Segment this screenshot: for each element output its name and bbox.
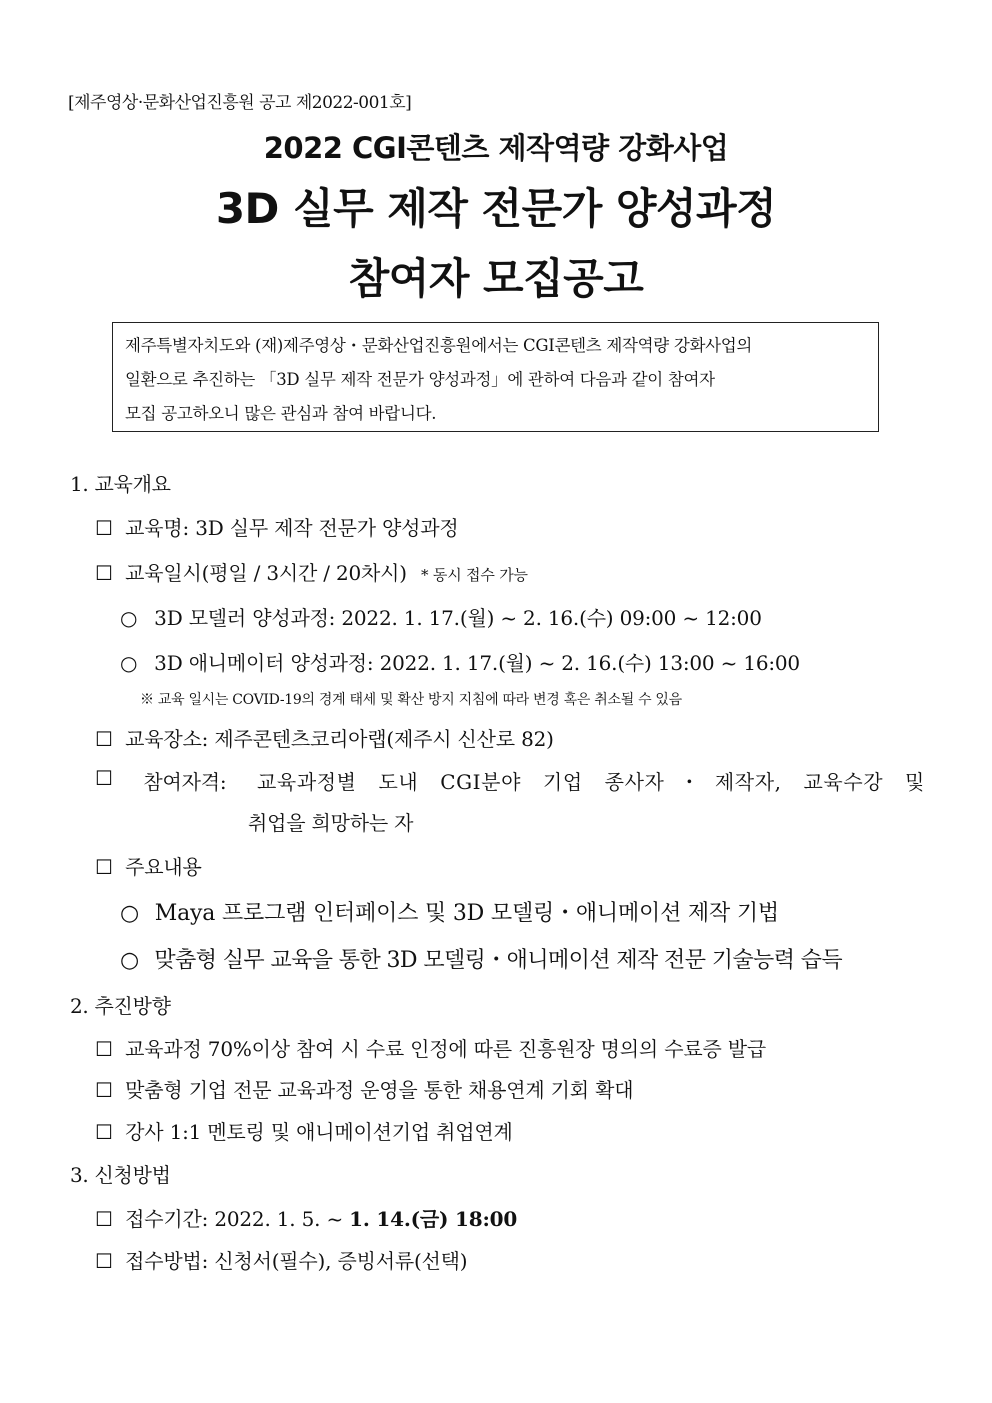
place: 교육장소: 제주콘텐츠코리아랩(제주시 신산로 82) [125, 727, 554, 751]
schedule-label: 교육일시(평일 / 3시간 / 20차시) [125, 561, 407, 585]
checkbox-bullet-icon: ☐ [95, 766, 113, 790]
schedule-note: * 동시 접수 가능 [421, 566, 528, 584]
application-deadline: 1. 14.(금) 18:00 [349, 1207, 518, 1231]
content-heading: 주요내용 [125, 855, 202, 879]
checkbox-bullet-icon: ☐ [95, 1037, 113, 1061]
eligibility-label: 참여자격: [143, 770, 227, 794]
checkbox-bullet-icon: ☐ [95, 561, 113, 585]
eligibility-line2: 취업을 희망하는 자 [248, 811, 414, 835]
intro-line: 모집 공고하오니 많은 관심과 참여 바랍니다. [125, 404, 437, 423]
title-recruitment: 참여자 모집공고 [348, 254, 644, 303]
checkbox-bullet-icon: ☐ [95, 516, 113, 540]
content-item-2: 맞춤형 실무 교육을 통한 3D 모델링・애니메이션 제작 전문 기술능력 습득 [154, 948, 843, 973]
list-item [95, 557, 528, 586]
direction-item-2: 맞춤형 기업 전문 교육과정 운영을 통한 채용연계 기회 확대 [125, 1078, 634, 1102]
direction-item-1: 교육과정 70%이상 참여 시 수료 인정에 따른 진흥원장 명의의 수료증 발급 [125, 1037, 766, 1061]
eligibility-row [95, 766, 925, 795]
list-item [120, 647, 800, 676]
section-heading-direction: 2. 추진방향 [70, 994, 171, 1018]
checkbox-bullet-icon: ☐ [95, 1207, 113, 1231]
list-item [95, 766, 925, 795]
list-item [95, 1033, 766, 1062]
checkbox-bullet-icon: ☐ [95, 727, 113, 751]
animator-schedule: 3D 애니메이터 양성과정: 2022. 1. 17.(월) ~ 2. 16.(수) 13:00 ~ 16:00 [154, 651, 800, 675]
application-period: 접수기간: 2022. 1. 5. ~ [125, 1207, 343, 1231]
list-item [95, 851, 202, 880]
direction-item-3: 강사 1:1 멘토링 및 애니메이션기업 취업연계 [125, 1120, 513, 1144]
eligibility-line1: 교육과정별 도내 CGI분야 기업 종사자・제작자, 교육수강 및 [256, 770, 925, 794]
list-item [120, 602, 762, 631]
content-item-1: Maya 프로그램 인터페이스 및 3D 모델링・애니메이션 제작 기법 [154, 901, 779, 926]
section-heading-application: 3. 신청방법 [70, 1163, 171, 1187]
list-item [120, 943, 842, 974]
intro-box [112, 322, 879, 432]
list-item [120, 896, 779, 927]
checkbox-bullet-icon: ☐ [95, 855, 113, 879]
intro-line: 제주특별자치도와 (재)제주영상・문화산업진흥원에서는 CGI콘텐츠 제작역량 강화사업의 [125, 336, 753, 355]
checkbox-bullet-icon: ☐ [95, 1078, 113, 1102]
list-item [95, 1074, 633, 1103]
circle-bullet-icon: ○ [120, 651, 138, 675]
checkbox-bullet-icon: ☐ [95, 1120, 113, 1144]
circle-bullet-icon: ○ [120, 948, 139, 973]
checkbox-bullet-icon: ☐ [95, 1249, 113, 1273]
notice-number: [제주영상·문화산업진흥원 공고 제2022-001호] [68, 93, 412, 113]
title-program: 2022 CGI콘텐츠 제작역량 강화사업 [263, 131, 729, 165]
list-item [95, 512, 459, 541]
intro-line: 일환으로 추진하는 「3D 실무 제작 전문가 양성과정」에 관하여 다음과 같이 참여자 [125, 370, 715, 389]
application-method: 접수방법: 신청서(필수), 증빙서류(선택) [125, 1249, 468, 1273]
circle-bullet-icon: ○ [120, 901, 139, 926]
list-item [95, 1203, 517, 1232]
title-course: 3D 실무 제작 전문가 양성과정 [215, 184, 777, 233]
course-name: 교육명: 3D 실무 제작 전문가 양성과정 [125, 516, 459, 540]
list-item [95, 723, 554, 752]
covid-note: ※ 교육 일시는 COVID-19의 경계 태세 및 확산 방지 지침에 따라 변경 혹은 취소될 수 있음 [140, 692, 682, 708]
list-item [95, 1116, 513, 1145]
list-item [95, 1245, 467, 1274]
circle-bullet-icon: ○ [120, 606, 138, 630]
section-heading-overview: 1. 교육개요 [70, 472, 171, 496]
modeler-schedule: 3D 모델러 양성과정: 2022. 1. 17.(월) ~ 2. 16.(수) 09:00 ~ 12:00 [154, 606, 762, 630]
